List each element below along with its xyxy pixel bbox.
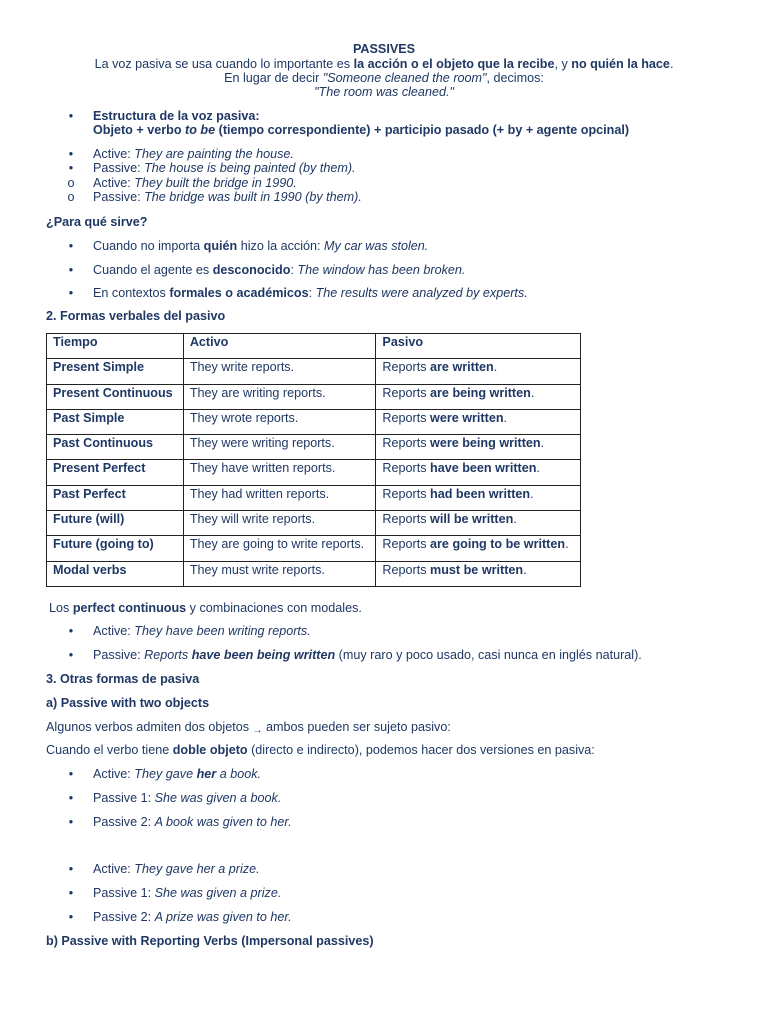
passive-period: . [513,512,517,527]
example-label: Passive 1: [93,886,155,900]
intro-text: . [669,57,674,71]
passive-subject: Reports [382,385,431,400]
formula-to-be: to be [185,123,216,137]
example-text: She was given a book. [154,791,282,805]
pc-example: They have been writing reports. [134,624,311,638]
two-objects-line-2 [46,743,595,758]
purpose-text: Cuando no importa [93,239,204,253]
pc-text: Los [49,601,73,615]
bullet-icon [66,109,76,124]
bullet-icon [66,286,76,301]
active-cell: They wrote reports. [183,409,376,434]
bullet-icon [66,767,76,782]
purpose-text: En contextos [93,286,170,300]
purpose-heading: ¿Para qué sirve? [46,215,148,229]
example-label: Active: [93,862,135,876]
passive-cell [376,409,581,434]
group1-passive2 [93,815,292,830]
passive-verb: were written [430,410,504,425]
passive-cell [376,460,581,485]
group1-active [93,767,261,782]
tense-cell: Modal verbs [47,561,184,586]
passive-period: . [523,562,527,577]
passive-verb: were being written [430,436,541,451]
circle-bullet-icon [66,176,76,191]
example-text: The house is being painted (by them). [144,161,356,175]
active-cell: They have written reports. [183,460,376,485]
tense-cell: Past Perfect [47,485,184,510]
active-cell: They were writing reports. [183,435,376,460]
passive-cell [376,384,581,409]
passive-cell [376,536,581,561]
example-text: A book was given to her. [154,815,292,829]
example-item [93,147,294,162]
table-row [47,409,581,434]
page-title: PASSIVES [352,42,416,56]
table-row [47,536,581,561]
example-text: A prize was given to her. [154,910,292,924]
example-label: Active: [93,147,135,161]
example-text: They are painting the house. [134,147,294,161]
example-item [93,161,356,176]
bullet-icon [66,791,76,806]
header-pasivo: Pasivo [376,334,581,359]
bullet-icon [66,161,76,176]
bullet-icon [66,815,76,830]
example-item [93,190,362,205]
passive-verb: must be written [430,562,524,577]
table-header-row [47,334,581,359]
passive-subject: Reports [382,562,431,577]
formula-text: Objeto + verbo [93,123,186,137]
passive-verb: will be written [430,512,514,527]
purpose-emphasis: quién [203,239,238,253]
example-label: Passive 2: [93,815,155,829]
pc-label: Passive: [93,648,145,662]
intro-emphasis: la acción o el objeto que la recibe [353,57,555,71]
passive-cell [376,485,581,510]
passive-subject: Reports [382,537,431,552]
purpose-text: : [308,286,316,300]
example-text: The bridge was built in 1990 (by them). [144,190,362,204]
sub-heading-b: b) Passive with Reporting Verbs (Impersonal passives) [46,934,374,948]
tense-cell: Future (going to) [47,536,184,561]
purpose-text: Cuando el agente es [93,263,213,277]
intro-text: , y [554,57,572,71]
tense-cell: Present Perfect [47,460,184,485]
purpose-example: My car was stolen. [324,239,429,253]
pc-note: (muy raro y poco usado, casi nunca en inglés natural). [335,648,642,662]
right-arrow-icon: → [252,725,263,736]
bullet-icon [66,239,76,254]
passive-verb: are being written [430,385,531,400]
passive-period: . [536,461,540,476]
active-cell: They had written reports. [183,485,376,510]
example-label: Passive: [93,190,145,204]
passive-subject: Reports [382,436,431,451]
verb-forms-table [46,333,581,587]
circle-bullet-icon [66,190,76,205]
bullet-icon [66,263,76,278]
active-cell: They are writing reports. [183,384,376,409]
bullet-icon [66,910,76,925]
group1-passive1 [93,791,281,806]
pc-label: Active: [93,624,135,638]
purpose-item [93,239,428,254]
passive-verb: are going to be written [430,537,566,552]
example-text: a book. [216,767,262,781]
passive-verb: are written [430,360,494,375]
structure-formula [93,123,629,138]
example-label: Passive: [93,161,145,175]
active-cell: They will write reports. [183,511,376,536]
forms-heading: 2. Formas verbales del pasivo [46,309,226,323]
example-label: Passive 2: [93,910,155,924]
example-text: They built the bridge in 1990. [134,176,297,190]
structure-heading: Estructura de la voz pasiva: [93,109,260,123]
purpose-text: : [290,263,298,277]
line-emphasis: doble objeto [172,743,248,757]
header-tiempo: Tiempo [47,334,184,359]
formula-text: (tiempo correspondiente) + participio pasado (+ by + agente opcinal) [215,123,630,137]
pc-text: y combinaciones con modales. [186,601,362,615]
passive-verb: have been written [430,461,537,476]
bullet-icon [66,624,76,639]
intro-text: En lugar de decir [224,71,323,85]
tense-cell: Past Simple [47,409,184,434]
table-row [47,511,581,536]
passive-verb: had been written [430,486,531,501]
example-text: She was given a prize. [154,886,282,900]
passive-subject: Reports [382,461,431,476]
passive-period: . [540,436,545,451]
example-text: They gave her a prize. [134,862,260,876]
bullet-icon [66,147,76,162]
sub-heading-a: a) Passive with two objects [46,696,210,710]
pc-emphasis: perfect continuous [72,601,187,615]
example-label: Active: [93,767,135,781]
line-text: (directo e indirecto), podemos hacer dos versiones en pasiva: [247,743,595,757]
table-row [47,561,581,586]
passive-subject: Reports [382,486,431,501]
bullet-icon [66,648,76,663]
active-cell: They are going to write reports. [183,536,376,561]
intro-quote: "Someone cleaned the room" [322,71,487,85]
intro-line-1 [0,57,768,72]
passive-period: . [530,486,534,501]
line-text: ambos pueden ser sujeto pasivo: [262,720,451,734]
example-label: Passive 1: [93,791,155,805]
purpose-item [93,263,465,278]
tense-cell: Future (will) [47,511,184,536]
purpose-text: hizo la acción: [237,239,325,253]
passive-period: . [493,360,498,375]
intro-text: La voz pasiva se usa cuando lo importante es [94,57,354,71]
group2-passive2 [93,910,292,925]
table-row [47,485,581,510]
active-cell: They write reports. [183,359,376,384]
active-cell: They must write reports. [183,561,376,586]
passive-cell [376,561,581,586]
purpose-emphasis: desconocido [212,263,291,277]
pc-active-item [93,624,311,639]
table-row [47,435,581,460]
bullet-icon [66,886,76,901]
tense-cell: Present Simple [47,359,184,384]
purpose-emphasis: formales o académicos [169,286,309,300]
intro-emphasis: no quién la hace [571,57,670,71]
purpose-item [93,286,528,301]
line-text: Algunos verbos admiten dos objetos [46,720,253,734]
passive-period: . [565,537,569,552]
other-forms-heading: 3. Otras formas de pasiva [46,672,200,686]
purpose-example: The results were analyzed by experts. [315,286,528,300]
tense-cell: Present Continuous [47,384,184,409]
group2-active [93,862,260,877]
example-item [93,176,297,191]
intro-text: , decimos: [486,71,544,85]
header-activo: Activo [183,334,376,359]
table-body [47,334,581,587]
pc-example-emphasis: have been being written [191,648,336,662]
line-text: Cuando el verbo tiene [46,743,173,757]
perfect-continuous-line [49,601,362,616]
purpose-example: The window has been broken. [297,263,466,277]
passive-subject: Reports [382,410,431,425]
table-row [47,359,581,384]
example-text: They gave [134,767,197,781]
passive-subject: Reports [382,512,431,527]
table-row [47,384,581,409]
table-row [47,460,581,485]
tense-cell: Past Continuous [47,435,184,460]
passive-period: . [530,385,535,400]
passive-cell [376,435,581,460]
passive-subject: Reports [382,360,431,375]
two-objects-line-1 [46,720,451,738]
passive-cell [376,359,581,384]
group2-passive1 [93,886,281,901]
intro-line-2 [0,71,768,86]
bullet-icon [66,862,76,877]
intro-line-3: "The room was cleaned." [314,85,454,99]
pc-example: Reports [144,648,192,662]
pc-passive-item [93,648,642,663]
passive-period: . [503,410,508,425]
example-emphasis: her [196,767,217,781]
example-label: Active: [93,176,135,190]
passive-cell [376,511,581,536]
